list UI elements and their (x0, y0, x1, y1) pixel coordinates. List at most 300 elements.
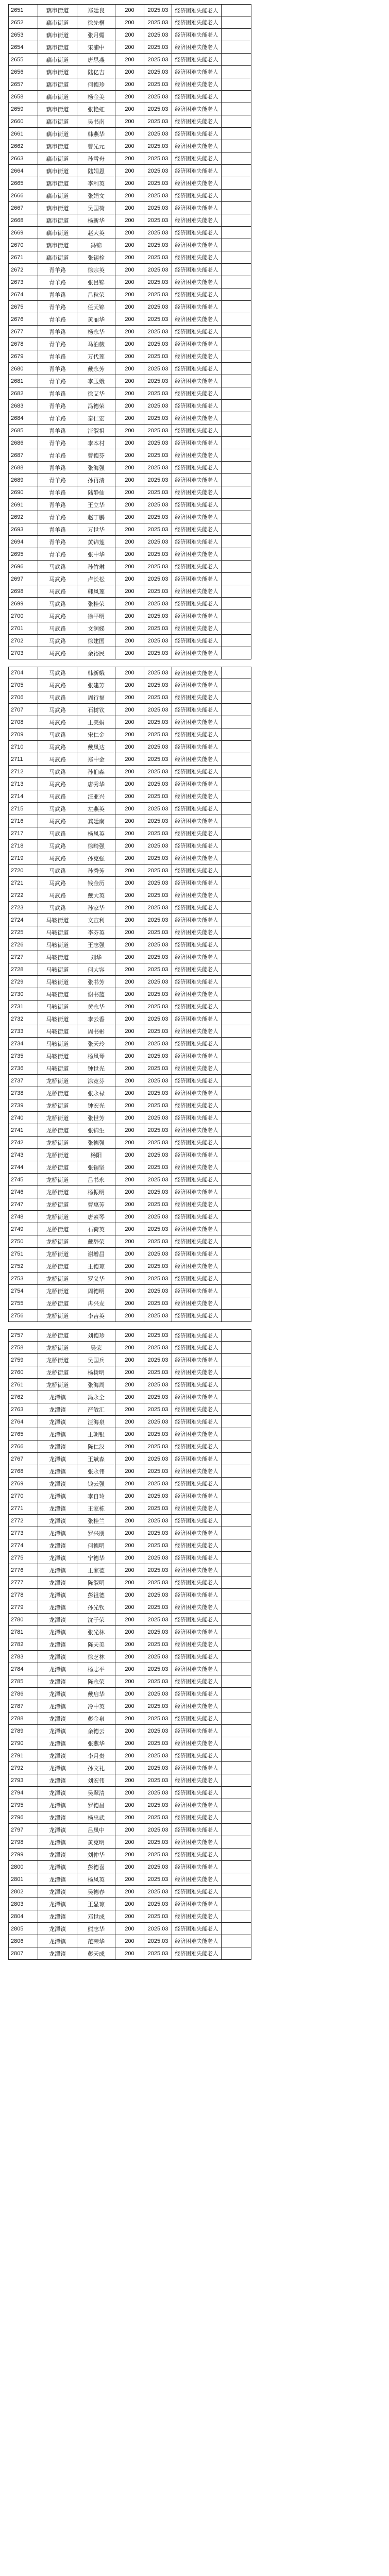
cell-row-number: 2786 (8, 1688, 38, 1700)
cell-category: 经济困难失能老人 (172, 1947, 222, 1960)
cell-street: 龙潭镇 (38, 1403, 77, 1416)
table-row (0, 1440, 389, 1453)
cell-row-number: 2782 (8, 1638, 38, 1651)
cell-remark (222, 202, 251, 214)
cell-person-name: 杨凤英 (77, 827, 115, 840)
cell-person-name: 卢长松 (77, 573, 115, 585)
cell-person-name: 曹先元 (77, 140, 115, 152)
cell-remark (222, 815, 251, 827)
cell-person-name: 张书芳 (77, 976, 115, 988)
cell-row-number: 2801 (8, 1873, 38, 1886)
cell-period: 2025.03 (144, 523, 172, 536)
cell-street: 马鞍街道 (38, 1001, 77, 1013)
cell-amount: 200 (115, 1285, 144, 1297)
cell-period: 2025.03 (144, 1490, 172, 1502)
cell-remark (222, 598, 251, 610)
cell-street: 马鞍街道 (38, 1062, 77, 1075)
cell-street: 马武路 (38, 778, 77, 790)
cell-remark (222, 1836, 251, 1849)
cell-category: 经济困难失能老人 (172, 647, 222, 659)
table-row (0, 951, 389, 963)
cell-row-number: 2661 (8, 128, 38, 140)
cell-person-name: 赵丁鹏 (77, 511, 115, 523)
table-row (0, 1527, 389, 1539)
cell-category: 经济困难失能老人 (172, 691, 222, 704)
cell-row-number: 2676 (8, 313, 38, 326)
cell-amount: 200 (115, 276, 144, 289)
cell-remark (222, 486, 251, 499)
cell-person-name: 刘德珍 (77, 1329, 115, 1342)
cell-remark (222, 1886, 251, 1898)
cell-category: 经济困难失能老人 (172, 1614, 222, 1626)
cell-street: 藕市街道 (38, 29, 77, 41)
table-row (0, 1713, 389, 1725)
table-row (0, 1675, 389, 1688)
cell-street: 龙潭镇 (38, 1515, 77, 1527)
cell-category: 经济困难失能老人 (172, 1050, 222, 1062)
cell-person-name: 王斌森 (77, 1453, 115, 1465)
table-row (0, 301, 389, 313)
cell-remark (222, 523, 251, 536)
cell-category: 经济困难失能老人 (172, 1577, 222, 1589)
table-row (0, 573, 389, 585)
cell-row-number: 2796 (8, 1811, 38, 1824)
cell-street: 龙潭镇 (38, 1527, 77, 1539)
cell-category: 经济困难失能老人 (172, 1935, 222, 1947)
cell-row-number: 2791 (8, 1750, 38, 1762)
cell-remark (222, 573, 251, 585)
cell-amount: 200 (115, 363, 144, 375)
cell-street: 龙潭镇 (38, 1552, 77, 1564)
cell-row-number: 2718 (8, 840, 38, 852)
cell-category: 经济困难失能老人 (172, 951, 222, 963)
cell-category: 经济困难失能老人 (172, 177, 222, 190)
cell-street: 马武路 (38, 573, 77, 585)
cell-street: 龙潭镇 (38, 1750, 77, 1762)
cell-person-name: 张永伟 (77, 1465, 115, 1478)
table-row (0, 803, 389, 815)
cell-category: 经济困难失能老人 (172, 1502, 222, 1515)
cell-remark (222, 425, 251, 437)
cell-remark (222, 1787, 251, 1799)
table-row (0, 1688, 389, 1700)
cell-remark (222, 1440, 251, 1453)
cell-amount: 200 (115, 1626, 144, 1638)
cell-person-name: 王家德 (77, 1564, 115, 1577)
table-row (0, 214, 389, 227)
cell-person-name: 戴辞荣 (77, 1235, 115, 1248)
cell-row-number: 2751 (8, 1248, 38, 1260)
cell-amount: 200 (115, 561, 144, 573)
cell-person-name: 谢增昌 (77, 1248, 115, 1260)
cell-amount: 200 (115, 400, 144, 412)
cell-period: 2025.03 (144, 400, 172, 412)
cell-period: 2025.03 (144, 91, 172, 103)
table-row (0, 1490, 389, 1502)
cell-remark (222, 1235, 251, 1248)
cell-row-number: 2771 (8, 1502, 38, 1515)
cell-category: 经济困难失能老人 (172, 78, 222, 91)
cell-period: 2025.03 (144, 667, 172, 679)
cell-remark (222, 622, 251, 635)
cell-street: 藕市街道 (38, 227, 77, 239)
cell-remark (222, 1614, 251, 1626)
table-row (0, 1149, 389, 1161)
cell-amount: 200 (115, 1235, 144, 1248)
cell-row-number: 2722 (8, 889, 38, 902)
cell-row-number: 2793 (8, 1774, 38, 1787)
cell-street: 青羊路 (38, 350, 77, 363)
cell-remark (222, 1725, 251, 1737)
cell-row-number: 2660 (8, 115, 38, 128)
cell-remark (222, 1675, 251, 1688)
table-row (0, 1211, 389, 1223)
cell-category: 经济困难失能老人 (172, 865, 222, 877)
cell-category: 经济困难失能老人 (172, 1527, 222, 1539)
table-row (0, 1354, 389, 1366)
cell-category: 经济困难失能老人 (172, 511, 222, 523)
table-row (0, 1174, 389, 1186)
cell-street: 龙潭镇 (38, 1675, 77, 1688)
table-row (0, 499, 389, 511)
cell-person-name: 杨新华 (77, 214, 115, 227)
table-row (0, 1161, 389, 1174)
cell-category: 经济困难失能老人 (172, 1811, 222, 1824)
cell-person-name: 徐芝林 (77, 1651, 115, 1663)
table-row (0, 400, 389, 412)
cell-period: 2025.03 (144, 1075, 172, 1087)
cell-category: 经济困难失能老人 (172, 914, 222, 926)
table-row (0, 1515, 389, 1527)
cell-person-name: 彭天成 (77, 1947, 115, 1960)
cell-remark (222, 1774, 251, 1787)
cell-period: 2025.03 (144, 1260, 172, 1273)
cell-row-number: 2753 (8, 1273, 38, 1285)
cell-category: 经济困难失能老人 (172, 41, 222, 54)
cell-period: 2025.03 (144, 988, 172, 1001)
cell-remark (222, 790, 251, 803)
cell-remark (222, 1297, 251, 1310)
cell-amount: 200 (115, 827, 144, 840)
cell-period: 2025.03 (144, 1886, 172, 1898)
cell-period: 2025.03 (144, 227, 172, 239)
cell-period: 2025.03 (144, 1539, 172, 1552)
cell-person-name: 泰仁宏 (77, 412, 115, 425)
cell-remark (222, 728, 251, 741)
cell-street: 青羊路 (38, 301, 77, 313)
cell-row-number: 2705 (8, 679, 38, 691)
cell-period: 2025.03 (144, 214, 172, 227)
cell-row-number: 2687 (8, 449, 38, 462)
cell-street: 青羊路 (38, 486, 77, 499)
cell-street: 龙桥街道 (38, 1310, 77, 1322)
cell-row-number: 2657 (8, 78, 38, 91)
cell-person-name: 任天锦 (77, 301, 115, 313)
cell-amount: 200 (115, 202, 144, 214)
cell-amount: 200 (115, 790, 144, 803)
cell-category: 经济困难失能老人 (172, 1285, 222, 1297)
cell-remark (222, 1099, 251, 1112)
cell-period: 2025.03 (144, 963, 172, 976)
cell-period: 2025.03 (144, 499, 172, 511)
table-row (0, 1391, 389, 1403)
cell-period: 2025.03 (144, 338, 172, 350)
cell-amount: 200 (115, 1836, 144, 1849)
cell-amount: 200 (115, 1502, 144, 1515)
cell-category: 经济困难失能老人 (172, 301, 222, 313)
cell-person-name: 孙家华 (77, 902, 115, 914)
cell-person-name: 周行福 (77, 691, 115, 704)
cell-period: 2025.03 (144, 635, 172, 647)
cell-period: 2025.03 (144, 827, 172, 840)
cell-street: 龙潭镇 (38, 1737, 77, 1750)
cell-remark (222, 1075, 251, 1087)
cell-category: 经济困难失能老人 (172, 375, 222, 387)
cell-person-name: 彭金泉 (77, 1713, 115, 1725)
cell-row-number: 2717 (8, 827, 38, 840)
table-row (0, 865, 389, 877)
table-row (0, 425, 389, 437)
cell-remark (222, 1762, 251, 1774)
cell-remark (222, 1342, 251, 1354)
cell-category: 经济困难失能老人 (172, 1725, 222, 1737)
cell-person-name: 徐宗英 (77, 264, 115, 276)
cell-category: 经济困难失能老人 (172, 449, 222, 462)
cell-row-number: 2710 (8, 741, 38, 753)
cell-person-name: 曹惠芳 (77, 1198, 115, 1211)
cell-amount: 200 (115, 437, 144, 449)
cell-remark (222, 1737, 251, 1750)
cell-street: 马武路 (38, 766, 77, 778)
cell-row-number: 2768 (8, 1465, 38, 1478)
table-row (0, 449, 389, 462)
cell-period: 2025.03 (144, 1601, 172, 1614)
cell-category: 经济困难失能老人 (172, 239, 222, 251)
cell-remark (222, 1428, 251, 1440)
cell-amount: 200 (115, 840, 144, 852)
cell-period: 2025.03 (144, 425, 172, 437)
cell-remark (222, 865, 251, 877)
cell-row-number: 2787 (8, 1700, 38, 1713)
cell-remark (222, 140, 251, 152)
table-row (0, 1087, 389, 1099)
cell-street: 龙潭镇 (38, 1787, 77, 1799)
cell-period: 2025.03 (144, 939, 172, 951)
cell-amount: 200 (115, 1174, 144, 1186)
cell-category: 经济困难失能老人 (172, 1898, 222, 1910)
table-row (0, 716, 389, 728)
cell-remark (222, 387, 251, 400)
table-row (0, 1923, 389, 1935)
table-row (0, 766, 389, 778)
table-row (0, 264, 389, 276)
cell-amount: 200 (115, 647, 144, 659)
cell-person-name: 戴大英 (77, 889, 115, 902)
cell-period: 2025.03 (144, 1112, 172, 1124)
table-row (0, 313, 389, 326)
cell-street: 龙桥街道 (38, 1260, 77, 1273)
cell-category: 经济困难失能老人 (172, 1112, 222, 1124)
cell-period: 2025.03 (144, 790, 172, 803)
cell-row-number: 2800 (8, 1861, 38, 1873)
cell-period: 2025.03 (144, 1762, 172, 1774)
cell-amount: 200 (115, 1577, 144, 1589)
table-row (0, 827, 389, 840)
table-row (0, 115, 389, 128)
cell-street: 马武路 (38, 827, 77, 840)
cell-amount: 200 (115, 1675, 144, 1688)
cell-category: 经济困难失能老人 (172, 165, 222, 177)
cell-remark (222, 585, 251, 598)
table-row (0, 1013, 389, 1025)
cell-street: 龙桥街道 (38, 1273, 77, 1285)
cell-street: 龙潭镇 (38, 1614, 77, 1626)
cell-person-name: 孙伯森 (77, 766, 115, 778)
cell-street: 青羊路 (38, 289, 77, 301)
cell-person-name: 谢书蓝 (77, 988, 115, 1001)
cell-amount: 200 (115, 1161, 144, 1174)
table-row (0, 276, 389, 289)
table-row (0, 1935, 389, 1947)
cell-category: 经济困难失能老人 (172, 1137, 222, 1149)
cell-person-name: 唐素琴 (77, 1211, 115, 1223)
cell-remark (222, 449, 251, 462)
cell-street: 藕市街道 (38, 91, 77, 103)
cell-amount: 200 (115, 1799, 144, 1811)
cell-category: 经济困难失能老人 (172, 1675, 222, 1688)
cell-person-name: 郑廷良 (77, 4, 115, 16)
cell-category: 经济困难失能老人 (172, 561, 222, 573)
cell-category: 经济困难失能老人 (172, 29, 222, 41)
table-row (0, 54, 389, 66)
table-row (0, 1663, 389, 1675)
cell-amount: 200 (115, 988, 144, 1001)
cell-category: 经济困难失能老人 (172, 338, 222, 350)
cell-row-number: 2743 (8, 1149, 38, 1161)
cell-amount: 200 (115, 1273, 144, 1285)
cell-person-name: 何大容 (77, 963, 115, 976)
table-row (0, 140, 389, 152)
cell-person-name: 唐思燕 (77, 54, 115, 66)
cell-amount: 200 (115, 598, 144, 610)
table-row (0, 1248, 389, 1260)
cell-row-number: 2668 (8, 214, 38, 227)
cell-period: 2025.03 (144, 741, 172, 753)
cell-amount: 200 (115, 264, 144, 276)
cell-street: 青羊路 (38, 425, 77, 437)
table-row (0, 1886, 389, 1898)
cell-street: 马武路 (38, 865, 77, 877)
cell-row-number: 2655 (8, 54, 38, 66)
table-row (0, 523, 389, 536)
cell-street: 藕市街道 (38, 16, 77, 29)
cell-row-number: 2779 (8, 1601, 38, 1614)
cell-row-number: 2666 (8, 190, 38, 202)
cell-amount: 200 (115, 803, 144, 815)
cell-street: 龙潭镇 (38, 1688, 77, 1700)
cell-street: 龙桥街道 (38, 1075, 77, 1087)
cell-row-number: 2794 (8, 1787, 38, 1799)
cell-row-number: 2789 (8, 1725, 38, 1737)
cell-amount: 200 (115, 1149, 144, 1161)
cell-category: 经济困难失能老人 (172, 1310, 222, 1322)
cell-person-name: 张中华 (77, 548, 115, 561)
cell-person-name: 李利英 (77, 177, 115, 190)
cell-period: 2025.03 (144, 29, 172, 41)
cell-person-name: 杨忠武 (77, 1811, 115, 1824)
table-row (0, 741, 389, 753)
cell-category: 经济困难失能老人 (172, 1211, 222, 1223)
cell-period: 2025.03 (144, 313, 172, 326)
cell-category: 经济困难失能老人 (172, 115, 222, 128)
cell-period: 2025.03 (144, 78, 172, 91)
cell-remark (222, 1811, 251, 1824)
cell-row-number: 2754 (8, 1285, 38, 1297)
cell-amount: 200 (115, 425, 144, 437)
cell-person-name: 李芬英 (77, 926, 115, 939)
cell-person-name: 王德琼 (77, 1260, 115, 1273)
cell-row-number: 2702 (8, 635, 38, 647)
cell-amount: 200 (115, 1849, 144, 1861)
cell-person-name: 张月媚 (77, 29, 115, 41)
cell-person-name: 文润娣 (77, 622, 115, 635)
cell-street: 龙潭镇 (38, 1898, 77, 1910)
cell-remark (222, 1366, 251, 1379)
table-row (0, 412, 389, 425)
cell-period: 2025.03 (144, 511, 172, 523)
cell-period: 2025.03 (144, 679, 172, 691)
cell-remark (222, 1260, 251, 1273)
cell-row-number: 2792 (8, 1762, 38, 1774)
cell-amount: 200 (115, 16, 144, 29)
cell-row-number: 2652 (8, 16, 38, 29)
cell-remark (222, 1849, 251, 1861)
cell-row-number: 2731 (8, 1001, 38, 1013)
cell-row-number: 2670 (8, 239, 38, 251)
cell-person-name: 韩风莲 (77, 585, 115, 598)
cell-remark (222, 1038, 251, 1050)
cell-amount: 200 (115, 1075, 144, 1087)
cell-person-name: 黄克明 (77, 1836, 115, 1849)
table-row (0, 1038, 389, 1050)
cell-period: 2025.03 (144, 1774, 172, 1787)
cell-period: 2025.03 (144, 1750, 172, 1762)
cell-remark (222, 1478, 251, 1490)
cell-person-name: 陆静仙 (77, 486, 115, 499)
cell-row-number: 2720 (8, 865, 38, 877)
cell-street: 马鞍街道 (38, 951, 77, 963)
cell-street: 龙桥街道 (38, 1285, 77, 1297)
cell-row-number: 2663 (8, 152, 38, 165)
table-row (0, 1774, 389, 1787)
cell-remark (222, 1050, 251, 1062)
cell-street: 马武路 (38, 902, 77, 914)
cell-remark (222, 778, 251, 790)
cell-period: 2025.03 (144, 815, 172, 827)
table-row (0, 1638, 389, 1651)
cell-period: 2025.03 (144, 1050, 172, 1062)
cell-period: 2025.03 (144, 1342, 172, 1354)
cell-remark (222, 1947, 251, 1960)
cell-amount: 200 (115, 548, 144, 561)
table-row (0, 1861, 389, 1873)
cell-amount: 200 (115, 1935, 144, 1947)
table-row (0, 728, 389, 741)
cell-street: 青羊路 (38, 338, 77, 350)
cell-amount: 200 (115, 1725, 144, 1737)
cell-street: 龙潭镇 (38, 1700, 77, 1713)
cell-period: 2025.03 (144, 1614, 172, 1626)
